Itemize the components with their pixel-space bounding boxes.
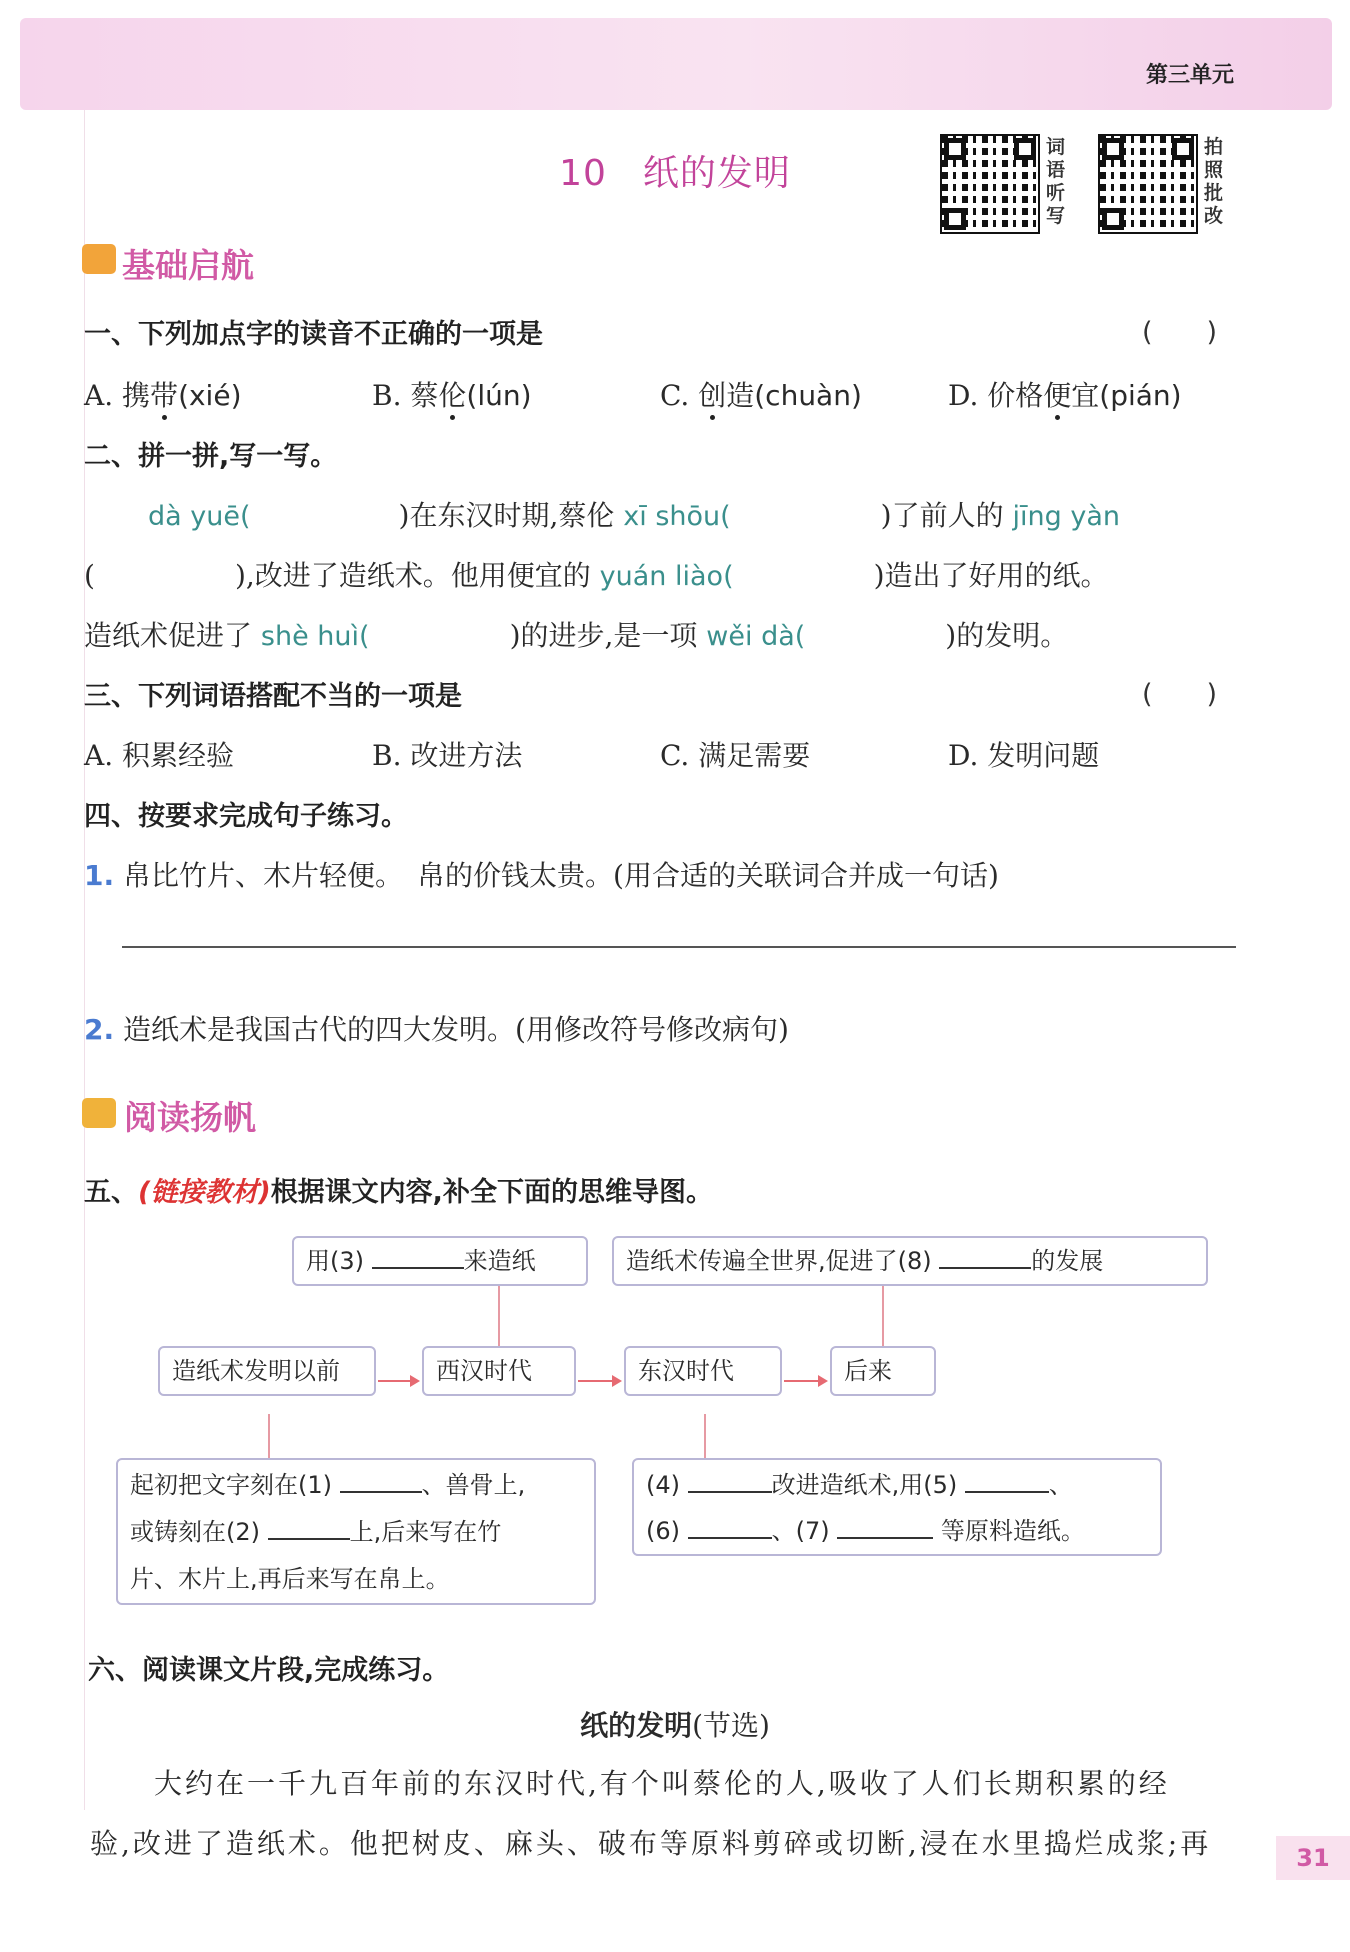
qr-label-char: 语 xyxy=(1046,159,1066,181)
qr-label-char: 照 xyxy=(1204,159,1224,181)
lesson-number: 10 xyxy=(559,153,607,194)
page-number: 31 xyxy=(1276,1836,1350,1880)
q4-answer-line[interactable] xyxy=(122,946,1236,948)
unit-label: 第三单元 xyxy=(1145,63,1234,88)
q1-option-c[interactable]: C. 创造(chuàn) xyxy=(660,379,862,412)
q1-option-a[interactable]: A. 携带(xié) xyxy=(84,379,242,412)
section-basic-title: 基础启航 xyxy=(122,246,254,285)
map-box-spread: 造纸术传遍全世界,促进了(8) 的发展 xyxy=(612,1236,1208,1286)
map-node-western-han: 西汉时代 xyxy=(422,1346,576,1396)
map-box-before-detail: 起初把文字刻在(1) 、兽骨上, 或铸刻在(2) 上,后来写在竹 片、木片上,再后来写在帛上。 xyxy=(116,1458,596,1605)
q1-title: 一、下列加点字的读音不正确的一项是 xyxy=(84,319,543,350)
blank-4[interactable] xyxy=(688,1467,772,1493)
q4-title: 四、按要求完成句子练习。 xyxy=(84,801,408,832)
margin-line xyxy=(84,110,85,1810)
blank-2[interactable] xyxy=(268,1514,350,1540)
q2-line-3: 造纸术促进了 shè huì( )的进步,是一项 wěi dà( )的发明。 xyxy=(84,619,1069,652)
blank-8[interactable] xyxy=(939,1243,1031,1269)
blank-5[interactable] xyxy=(965,1467,1049,1493)
q5-title: 五、(链接教材)根据课文内容,补全下面的思维导图。 xyxy=(84,1177,713,1208)
qr-code-dictation[interactable] xyxy=(940,134,1040,234)
qr-label-char: 听 xyxy=(1046,182,1066,204)
qr-label-char: 拍 xyxy=(1204,136,1224,158)
arrow-icon xyxy=(578,1380,620,1382)
q4-item-1: 1. 帛比竹片、木片轻便。 帛的价钱太贵。(用合适的关联词合并成一句话) xyxy=(84,859,999,892)
map-connector xyxy=(268,1414,270,1458)
map-node-eastern-han: 东汉时代 xyxy=(624,1346,782,1396)
map-node-before: 造纸术发明以前 xyxy=(158,1346,376,1396)
qr-label-char: 批 xyxy=(1204,182,1224,204)
map-node-later: 后来 xyxy=(830,1346,936,1396)
q3-option-c[interactable]: C. 满足需要 xyxy=(660,739,811,772)
arrow-icon xyxy=(378,1380,418,1382)
lesson-name: 纸的发明 xyxy=(642,153,791,194)
q3-option-a[interactable]: A. 积累经验 xyxy=(84,739,235,772)
blank-1[interactable] xyxy=(340,1467,422,1493)
q3-answer-bracket[interactable]: ( ) xyxy=(1142,679,1218,710)
sailboat-icon xyxy=(82,1098,116,1128)
q2-line-1: dà yuē( )在东汉时期,蔡伦 xī shōu( )了前人的 jīng yàn xyxy=(148,499,1120,532)
passage-line: 大约在一千九百年前的东汉时代,有个叫蔡伦的人,吸收了人们长期积累的经 xyxy=(154,1767,1170,1800)
map-connector xyxy=(498,1286,500,1346)
q3-option-d[interactable]: D. 发明问题 xyxy=(948,739,1100,772)
textbook-link-tag: (链接教材) xyxy=(138,1177,271,1208)
qr-label-char: 写 xyxy=(1046,205,1066,227)
map-connector xyxy=(704,1414,706,1458)
q6-title: 六、阅读课文片段,完成练习。 xyxy=(88,1655,450,1686)
passage-title: 纸的发明(节选) xyxy=(580,1709,770,1742)
qr-label-char: 改 xyxy=(1204,205,1224,227)
section-reading-title: 阅读扬帆 xyxy=(124,1098,256,1137)
arrow-icon xyxy=(784,1380,826,1382)
passage-line: 验,改进了造纸术。他把树皮、麻头、破布等原料剪碎或切断,浸在水里捣烂成浆;再 xyxy=(90,1827,1212,1860)
header-band xyxy=(20,18,1332,110)
blank-7[interactable] xyxy=(837,1513,933,1539)
q3-title: 三、下列词语搭配不当的一项是 xyxy=(84,681,462,712)
q2-line-2: ( ),改进了造纸术。他用便宜的 yuán liào( )造出了好用的纸。 xyxy=(84,559,1109,592)
map-box-eastern-han-detail: (4) 改进造纸术,用(5) 、 (6) 、(7) 等原料造纸。 xyxy=(632,1458,1162,1556)
blank-6[interactable] xyxy=(688,1513,772,1539)
q1-option-d[interactable]: D. 价格便宜(pián) xyxy=(948,379,1182,412)
q1-option-b[interactable]: B. 蔡伦(lún) xyxy=(372,379,532,412)
qr-code-photo-correct[interactable] xyxy=(1098,134,1198,234)
qr-label-photo-correct xyxy=(1204,136,1226,228)
q3-option-b[interactable]: B. 改进方法 xyxy=(372,739,523,772)
q1-answer-bracket[interactable]: ( ) xyxy=(1142,317,1218,348)
q2-title: 二、拼一拼,写一写。 xyxy=(84,441,338,472)
map-connector xyxy=(882,1286,884,1346)
qr-label-char: 词 xyxy=(1046,136,1066,158)
qr-label-dictation xyxy=(1046,136,1068,228)
q4-item-2: 2. 造纸术是我国古代的四大发明。(用修改符号修改病句) xyxy=(84,1013,789,1046)
blank-3[interactable] xyxy=(372,1243,464,1269)
map-box-material: 用(3) 来造纸 xyxy=(292,1236,588,1286)
anchor-icon xyxy=(82,244,116,274)
